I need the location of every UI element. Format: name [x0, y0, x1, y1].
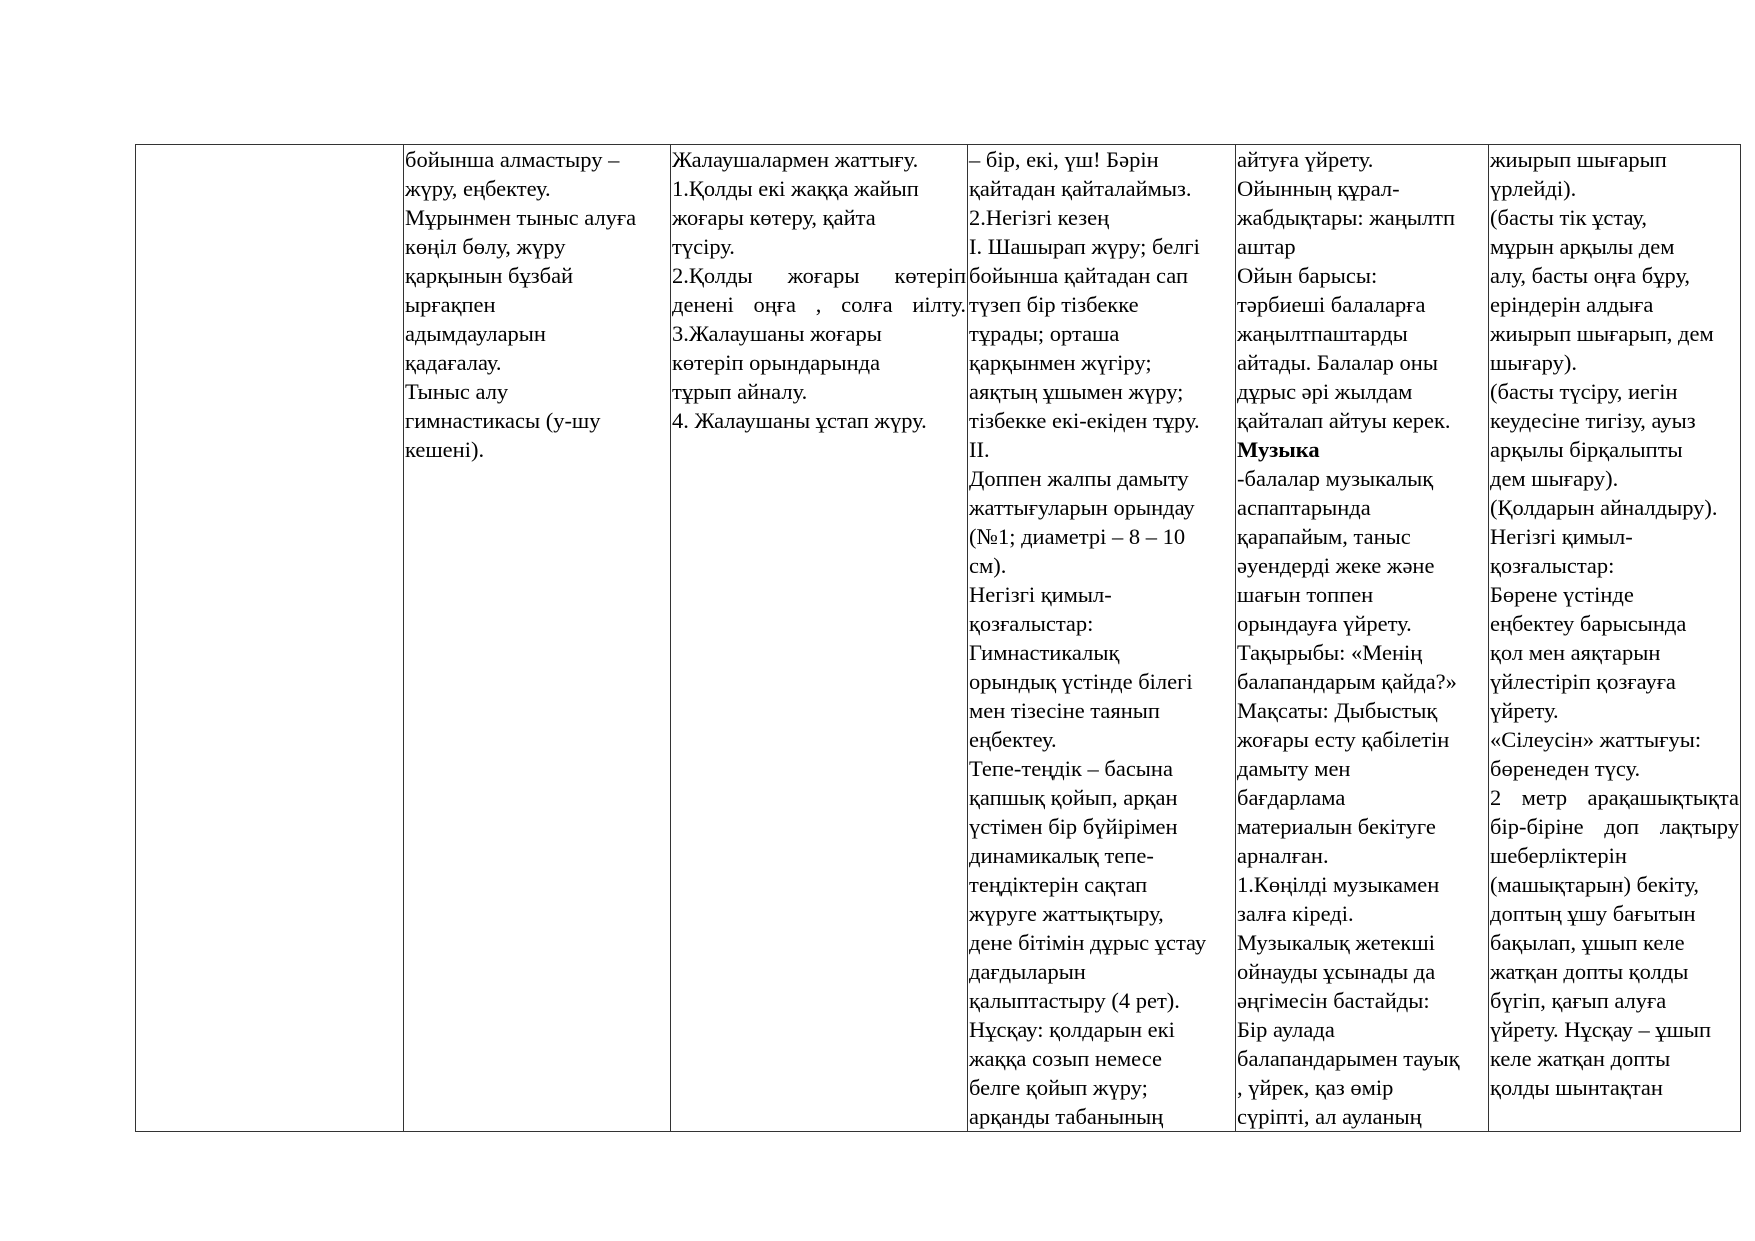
text-line: әңгімесін бастайды: — [1237, 988, 1430, 1013]
text-line: (Қолдарын айналдыру). — [1490, 495, 1718, 520]
text-line: «Сілеусін» жаттығуы: — [1490, 727, 1702, 752]
text-line: айтады. Балалар оны — [1237, 350, 1438, 375]
text-line: гимнастикасы (у-шу — [405, 408, 601, 433]
text-line: (басты тік ұстау, — [1490, 205, 1647, 230]
text-line: көңіл бөлу, жүру — [405, 234, 566, 259]
text-line: үрлейді). — [1490, 176, 1577, 201]
text-line: еңбектеу. — [969, 727, 1057, 752]
text-line: қозғалыстар: — [1490, 553, 1615, 578]
text-line: мен тізесіне таянып — [969, 698, 1160, 723]
text-line: қол мен аяқтарын — [1490, 640, 1661, 665]
text-line: қозғалыстар: — [969, 611, 1094, 636]
text-line: балапандарымен тауық — [1237, 1046, 1460, 1071]
text-line: денені оңға , солға иілту. — [672, 292, 966, 317]
text-line: 2 метр арақашықтықта — [1490, 785, 1739, 810]
text-line: арқылы бірқалыпты — [1490, 437, 1683, 462]
text-line: дамыту мен — [1237, 756, 1351, 781]
text-line: бөренеден түсу. — [1490, 756, 1641, 781]
text-line: шеберліктерін — [1490, 843, 1627, 868]
text-line: қайталап айтуы керек. — [1237, 408, 1451, 433]
text-line: Тақырыбы: «Менің — [1237, 640, 1423, 665]
table-cell-game-music — [1236, 145, 1489, 1132]
text-line: жатқан допты қолды — [1490, 959, 1689, 984]
text-line: сүріпті, ал ауланың — [1237, 1104, 1422, 1129]
lesson-plan-table — [135, 144, 1741, 1132]
text-line: бүгіп, қағып алуға — [1490, 988, 1667, 1013]
text-line: , үйрек, қаз өмір — [1237, 1075, 1394, 1100]
text-line: бойынша қайтадан сап — [969, 263, 1188, 288]
text-line: см). — [969, 553, 1007, 578]
text-line: түзеп бір тізбекке — [969, 292, 1139, 317]
text-line: Музыка — [1237, 437, 1320, 462]
text-line: Тепе-теңдік – басына — [969, 756, 1173, 781]
table-cell-walking-breathing — [404, 145, 671, 1132]
text-line: ойнауды ұсынады да — [1237, 959, 1436, 984]
text-line: еріндерін алдыға — [1490, 292, 1654, 317]
text-line: адымдауларын — [405, 321, 546, 346]
text-line: аштар — [1237, 234, 1296, 259]
text-line: Ойынның құрал- — [1237, 176, 1400, 201]
text-line: қарқынын бұзбай — [405, 263, 574, 288]
text-line: жабдықтары: жаңылтп — [1237, 205, 1456, 230]
text-line: 2.Негізгі кезең — [969, 205, 1110, 230]
text-line: ІІ. — [969, 437, 990, 462]
text-line: балапандарым қайда?» — [1237, 669, 1457, 694]
text-line: жоғары көтеру, қайта — [672, 205, 876, 230]
text-line: қалыптастыру (4 рет). — [969, 988, 1180, 1013]
text-line: алу, басты оңға бұру, — [1490, 263, 1691, 288]
text-line: дағдыларын — [969, 959, 1086, 984]
text-line: доптың ұшу бағытын — [1490, 901, 1696, 926]
text-line: қадағалау. — [405, 350, 502, 375]
text-line: еңбектеу барысында — [1490, 611, 1687, 636]
text-line: бір-біріне доп лақтыру — [1490, 814, 1739, 839]
text-line: (басты түсіру, иегін — [1490, 379, 1678, 404]
text-line: кеудесіне тигізу, ауыз — [1490, 408, 1696, 433]
text-line: (машықтарын) бекіту, — [1490, 872, 1700, 897]
text-line: Бір аулада — [1237, 1017, 1335, 1042]
text-line: әуендерді жеке және — [1237, 553, 1435, 578]
text-line: жаңылтпаштарды — [1237, 321, 1408, 346]
text-line: 2.Қолды жоғары көтеріп — [672, 263, 966, 288]
table-cell-flag-exercises — [671, 145, 968, 1132]
text-line: жоғары есту қабілетін — [1237, 727, 1450, 752]
text-line: орындауға үйрету. — [1237, 611, 1412, 636]
text-line: тізбекке екі-екіден тұру. — [969, 408, 1200, 433]
text-line: Мұрынмен тыныс алуға — [405, 205, 637, 230]
text-line: материалын бекітуге — [1237, 814, 1436, 839]
text-line: келе жатқан допты — [1490, 1046, 1671, 1071]
text-line: жаққа созып немесе — [969, 1046, 1162, 1071]
text-line: Ойын барысы: — [1237, 263, 1378, 288]
text-line: жүру, еңбектеу. — [405, 176, 551, 201]
text-line: бағдарлама — [1237, 785, 1346, 810]
text-line: кешені). — [405, 437, 485, 462]
text-line: 1.Көңілді музыкамен — [1237, 872, 1440, 897]
text-line: залға кіреді. — [1237, 901, 1354, 926]
table-cell-empty — [136, 145, 404, 1132]
text-line: үйрету. — [1490, 698, 1559, 723]
text-line: 3.Жалаушаны жоғары — [672, 321, 882, 346]
text-line: қарапайым, таныс — [1237, 524, 1411, 549]
text-line: тұрады; орташа — [969, 321, 1120, 346]
text-line: (№1; диаметрі – 8 – 10 — [969, 524, 1186, 549]
text-line: орындық үстінде білегі — [969, 669, 1193, 694]
text-line: қарқынмен жүгіру; — [969, 350, 1152, 375]
text-line: Негізгі қимыл- — [969, 582, 1112, 607]
text-line: үстімен бір бүйірімен — [969, 814, 1178, 839]
text-line: аспаптарында — [1237, 495, 1371, 520]
table-cell-main-stage — [968, 145, 1236, 1132]
table-row — [136, 145, 1741, 1132]
text-line: жүруге жаттықтыру, — [969, 901, 1164, 926]
text-line: тұрып айналу. — [672, 379, 808, 404]
text-line: қапшық қойып, арқан — [969, 785, 1178, 810]
text-line: -балалар музыкалық — [1237, 466, 1434, 491]
text-line: Гимнастикалық — [969, 640, 1120, 665]
text-line: Негізгі қимыл- — [1490, 524, 1633, 549]
text-line: мұрын арқылы дем — [1490, 234, 1675, 259]
text-line: Жалаушалармен жаттығу. — [672, 147, 919, 172]
text-line: дем шығару). — [1490, 466, 1619, 491]
text-line: жаттығуларын орындау — [969, 495, 1195, 520]
text-line: қолды шынтақтан — [1490, 1075, 1663, 1100]
text-line: Бөрене үстінде — [1490, 582, 1634, 607]
text-line: арқанды табанының — [969, 1104, 1164, 1129]
text-line: І. Шашырап жүру; белгі — [969, 234, 1200, 259]
text-line: Музыкалық жетекші — [1237, 930, 1435, 955]
text-line: бойынша алмастыру – — [405, 147, 620, 172]
text-line: Доппен жалпы дамыту — [969, 466, 1189, 491]
text-line: қайтадан қайталаймыз. — [969, 176, 1192, 201]
text-line: үйлестіріп қозғауға — [1490, 669, 1676, 694]
text-line: шығару). — [1490, 350, 1577, 375]
text-line: 4. Жалаушаны ұстап жүру. — [672, 408, 927, 433]
text-line: шағын топпен — [1237, 582, 1374, 607]
text-line: дене бітімін дұрыс ұстау — [969, 930, 1207, 955]
text-line: көтеріп орындарында — [672, 350, 881, 375]
text-line: жиырып шығарып, дем — [1490, 321, 1714, 346]
text-line: бақылап, ұшып келе — [1490, 930, 1685, 955]
text-line: – бір, екі, үш! Бәрін — [969, 147, 1159, 172]
table-cell-breathing-movements — [1489, 145, 1741, 1132]
text-line: аяқтың ұшымен жүру; — [969, 379, 1184, 404]
text-line: ырғақпен — [405, 292, 496, 317]
text-line: дұрыс әрі жылдам — [1237, 379, 1413, 404]
text-line: жиырып шығарып — [1490, 147, 1667, 172]
text-line: Мақсаты: Дыбыстық — [1237, 698, 1438, 723]
text-line: динамикалық тепе- — [969, 843, 1154, 868]
text-line: Нұсқау: қолдарын екі — [969, 1017, 1175, 1042]
text-line: үйрету. Нұсқау – ұшып — [1490, 1017, 1712, 1042]
text-line: тәрбиеші балаларға — [1237, 292, 1426, 317]
text-line: түсіру. — [672, 234, 735, 259]
text-line: Тыныс алу — [405, 379, 509, 404]
text-line: теңдіктерін сақтап — [969, 872, 1148, 897]
text-line: айтуға үйрету. — [1237, 147, 1374, 172]
text-line: 1.Қолды екі жаққа жайып — [672, 176, 919, 201]
text-line: белге қойып жүру; — [969, 1075, 1148, 1100]
text-line: арналған. — [1237, 843, 1329, 868]
